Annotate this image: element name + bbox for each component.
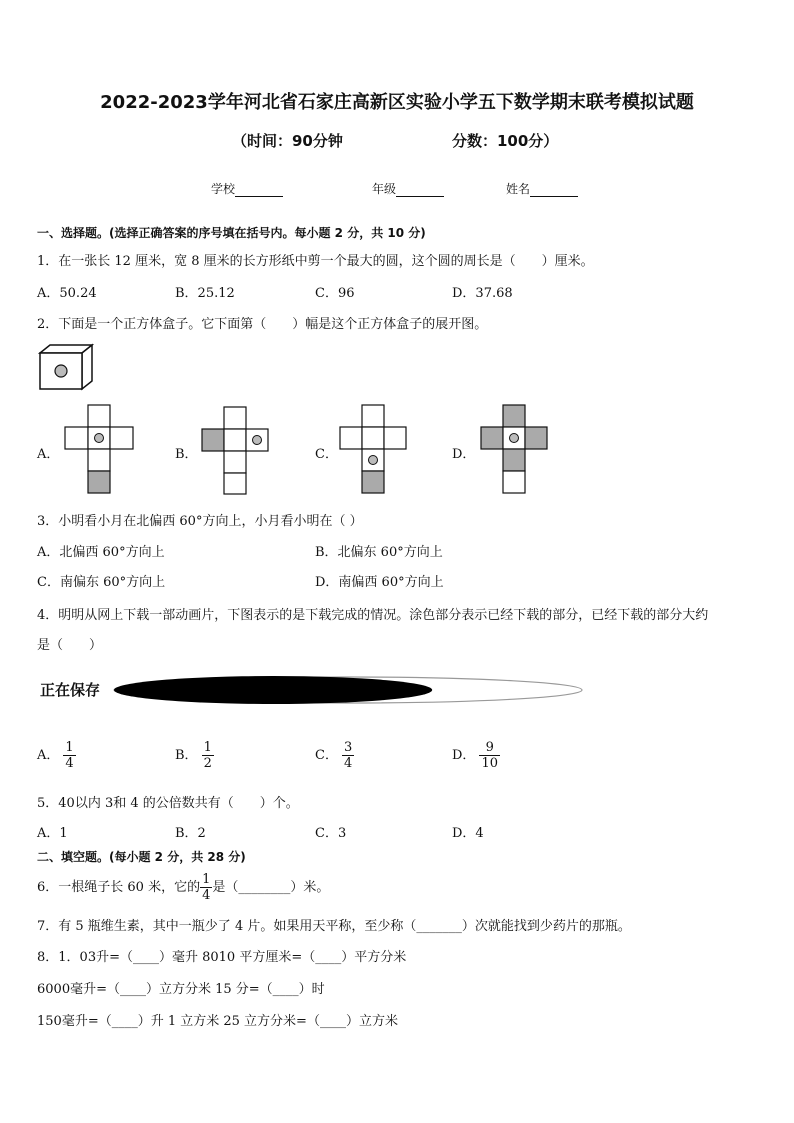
section1-heading: 一、选择题。(选择正确答案的序号填在括号内。每小题 2 分，共 10 分) [37,226,426,240]
net-c-diagram [339,404,411,496]
q5-option-c[interactable]: C．3 [315,826,347,841]
grade-blank[interactable] [396,184,444,197]
cube-figure [38,343,94,391]
question-5: 5．40以内 3和 4 的公倍数共有（ ）个。 [37,796,299,811]
q5-option-b[interactable]: B．2 [175,826,206,841]
question-8-line2: 6000毫升=（____）立方分米 15 分=（____）时 [37,982,325,997]
question-7: 7．有 5 瓶维生素，其中一瓶少了 4 片。如果用天平称，至少称（_______）次就能找到少药片的那瓶。 [37,919,631,934]
q4-option-d[interactable]: D． $\frac{9}{10}$ [452,740,498,771]
exam-time: （时间：90分钟 [232,132,343,150]
progress-fill [114,676,432,704]
school-blank[interactable] [235,184,283,197]
question-1: 1．在一张长 12 厘米，宽 8 厘米的长方形纸中剪一个最大的圆，这个圆的周长是（ ）厘米。 [37,254,594,269]
name-label: 姓名 [506,182,531,196]
grade-field[interactable] [372,180,444,197]
page-title: 2022-2023学年河北省石家庄高新区实验小学五下数学期末联考模拟试题 [100,92,694,113]
q1-option-b[interactable]: B．25.12 [175,286,235,301]
question-6: 6．一根绳子长 60 米，它的 $\frac{1}{4}$ 是（________）米。 [37,872,330,903]
q3-option-a[interactable]: A．北偏西 60°方向上 [37,545,165,560]
net-b-diagram [201,406,273,496]
question-3: 3．小明看小月在北偏西 60°方向上，小月看小明在（ ） [37,514,363,529]
name-blank[interactable] [530,184,578,197]
question-4-line2: 是（ ） [37,638,103,653]
net-d-diagram [480,404,552,496]
question-8-line3: 150毫升=（____）升 1 立方米 25 立方分米=（____）立方米 [37,1014,398,1029]
question-4-line1: 4．明明从网上下载一部动画片，下图表示的是下载完成的情况。涂色部分表示已经下载的部分，已经下载的部分大约 [37,608,709,623]
q4-option-c[interactable]: C． $\frac{3}{4}$ [315,740,353,771]
q1-option-a[interactable]: A．50.24 [37,286,97,301]
name-field[interactable] [506,180,578,197]
q4-option-b[interactable]: B． $\frac{1}{2}$ [175,740,212,771]
question-2: 2．下面是一个正方体盒子。它下面第（ ）幅是这个正方体盒子的展开图。 [37,317,488,332]
q2-option-a[interactable]: A． [37,447,60,462]
q2-option-d[interactable]: D． [452,447,476,462]
exam-score: 分数：100分） [452,132,559,150]
q3-option-c[interactable]: C．南偏东 60°方向上 [37,575,166,590]
download-progress-bar [112,674,586,706]
net-a-diagram [64,404,136,496]
question-8-line1: 8．1．03升=（____）毫升 8010 平方厘米=（____）平方分米 [37,950,407,965]
q5-option-d[interactable]: D．4 [452,826,484,841]
q1-option-d[interactable]: D．37.68 [452,286,513,301]
progress-label: 正在保存 [40,681,101,699]
grade-label: 年级 [372,182,397,196]
q3-option-d[interactable]: D．南偏西 60°方向上 [315,575,444,590]
school-field[interactable] [211,180,283,197]
section2-heading: 二、填空题。(每小题 2 分，共 28 分) [37,850,246,864]
school-label: 学校 [211,182,236,196]
q3-option-b[interactable]: B．北偏东 60°方向上 [315,545,443,560]
q5-option-a[interactable]: A．1 [37,826,68,841]
q1-option-c[interactable]: C．96 [315,286,355,301]
q4-option-a[interactable]: A． $\frac{1}{4}$ [37,740,74,771]
q2-option-b[interactable]: B． [175,447,198,462]
q2-option-c[interactable]: C． [315,447,338,462]
